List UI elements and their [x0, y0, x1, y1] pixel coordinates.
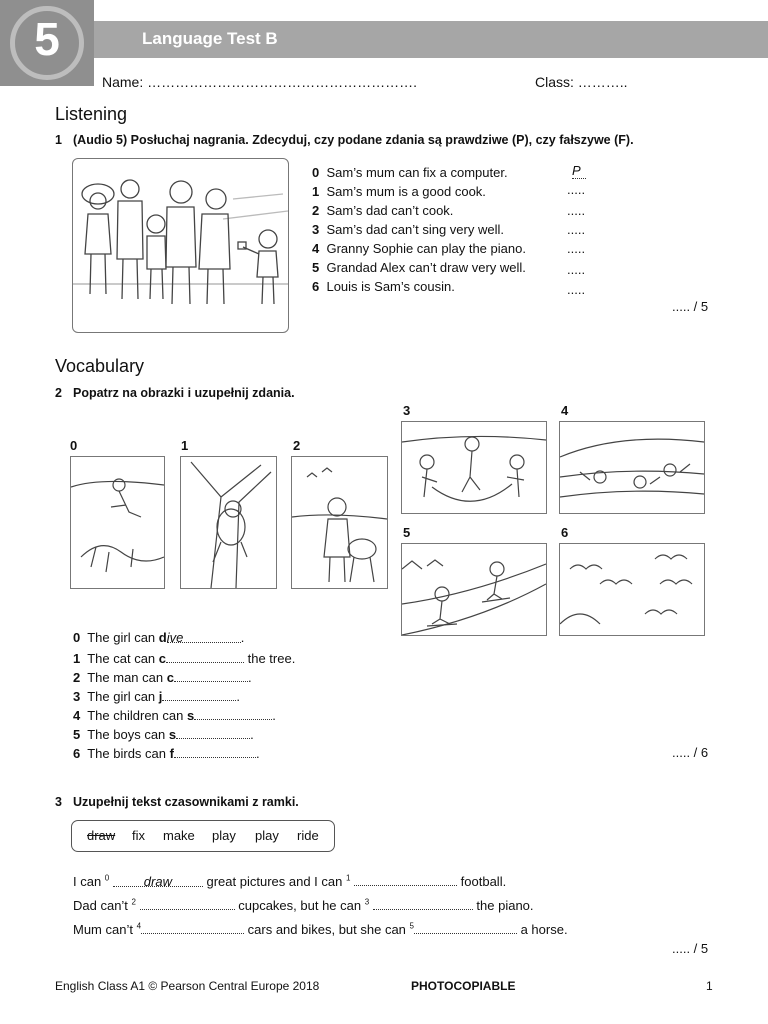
exercise-3-score: ..... / 5	[672, 941, 709, 956]
gap-number: 5	[409, 921, 414, 931]
answer-field[interactable]: .....	[567, 262, 586, 277]
first-letter: s	[168, 727, 177, 742]
item-number: 0	[312, 165, 320, 180]
item-text: The birds can	[87, 746, 170, 761]
unit-number: 5	[34, 13, 60, 65]
answer-field[interactable]: P	[572, 163, 586, 179]
picture-4-children-swimming	[559, 421, 705, 514]
picture-2-man-cooking	[291, 456, 388, 589]
item-text: The cat can	[87, 651, 159, 666]
list-item	[73, 745, 260, 761]
item-number: 4	[312, 241, 320, 256]
answer-field[interactable]	[373, 897, 473, 910]
name-field[interactable]: Name: ………………………………………………….	[102, 74, 418, 90]
list-item	[312, 241, 526, 256]
answer-field[interactable]: .....	[567, 282, 586, 297]
answer-field[interactable]	[354, 873, 457, 886]
answer-field[interactable]	[176, 726, 250, 739]
item-number: 3	[312, 222, 320, 237]
picture-label: 4	[561, 403, 569, 418]
list-item	[312, 203, 453, 218]
gap-number: 2	[131, 897, 136, 907]
sentence-line-3	[73, 921, 568, 937]
exercise-2-number: 2	[55, 386, 62, 400]
footer-photocopiable: PHOTOCOPIABLE	[411, 979, 516, 993]
item-text: The man can	[87, 670, 167, 685]
item-number: 3	[73, 689, 81, 704]
item-number: 2	[73, 670, 81, 685]
answer-field[interactable]	[194, 707, 272, 720]
gap-number: 3	[364, 897, 370, 907]
answer-field[interactable]: .....	[567, 182, 586, 197]
item-text: Sam’s mum is a good cook.	[326, 184, 486, 199]
first-letter: c	[166, 670, 174, 685]
item-text-end: the tree.	[244, 651, 296, 666]
sentence-text: the piano.	[472, 898, 534, 913]
answer-field[interactable]	[162, 688, 236, 701]
word-box-item: ride	[297, 828, 319, 843]
item-text-end: .	[247, 670, 252, 685]
family-illustration	[72, 158, 289, 333]
picture-1-cat-tree	[180, 456, 277, 589]
footer-copyright: English Class A1 © Pearson Central Europe 2018	[55, 979, 320, 993]
item-text: The girl can	[87, 689, 159, 704]
item-number: 1	[312, 184, 320, 199]
gap-number: 4	[136, 921, 142, 931]
item-number: 2	[312, 203, 320, 218]
sentence-text: a horse.	[516, 922, 568, 937]
item-number: 1	[73, 651, 81, 666]
item-text-end: .	[250, 727, 254, 742]
sentence-text: football.	[457, 874, 507, 889]
class-field[interactable]: Class: ………..	[535, 74, 628, 90]
item-text: Louis is Sam’s cousin.	[326, 279, 455, 294]
first-letter: f	[169, 746, 174, 761]
picture-label: 5	[403, 525, 411, 540]
answer-field[interactable]	[140, 897, 235, 910]
page-title: Language Test B	[142, 29, 278, 48]
item-number: 5	[73, 727, 81, 742]
first-letter: s	[186, 708, 195, 723]
exercise-3-number: 3	[55, 795, 62, 809]
answer-field[interactable]	[414, 921, 517, 934]
list-item	[312, 165, 508, 180]
picture-label: 0	[70, 438, 78, 453]
list-item	[73, 669, 252, 685]
item-number: 5	[312, 260, 320, 275]
first-letter: d	[158, 630, 167, 645]
gap-number: 1	[345, 873, 351, 883]
picture-label: 1	[181, 438, 189, 453]
answer-field[interactable]	[141, 921, 244, 934]
picture-label: 6	[561, 525, 569, 540]
word-box-item: fix	[132, 828, 145, 843]
sentence-text: I can	[73, 874, 105, 889]
sentence-line-2	[73, 897, 534, 913]
item-number: 4	[73, 708, 81, 723]
item-text-end: .	[236, 689, 241, 704]
item-text: Sam’s dad can’t cook.	[326, 203, 454, 218]
item-text: Grandad Alex can’t draw very well.	[326, 260, 526, 275]
answer-field[interactable]	[174, 745, 256, 758]
vocabulary-heading: Vocabulary	[55, 356, 145, 376]
picture-5-boys-skateboarding	[401, 543, 547, 636]
item-text: Granny Sophie can play the piano.	[326, 241, 526, 256]
sentence-text: Mum can’t	[73, 922, 137, 937]
exercise-1-number: 1	[55, 133, 62, 147]
word-box-item: draw	[87, 828, 116, 843]
answer-field[interactable]: .....	[567, 203, 586, 218]
item-number: 6	[73, 746, 81, 761]
answer-field[interactable]: draw	[113, 874, 203, 887]
item-text: The girl can	[87, 630, 159, 645]
list-item	[73, 707, 276, 723]
item-text-end: .	[272, 708, 276, 723]
list-item	[73, 630, 244, 645]
listening-score: ..... / 5	[672, 299, 709, 314]
item-text: The children can	[87, 708, 187, 723]
sentence-text: cupcakes, but he can	[234, 898, 365, 913]
item-text-end: .	[240, 630, 245, 645]
exercise-1-instruction: (Audio 5) Posłuchaj nagrania. Zdecyduj, czy podane zdania są prawdziwe (P), czy fałszywe (F).	[73, 133, 634, 147]
item-text: Sam’s dad can’t sing very well.	[326, 222, 504, 237]
list-item	[312, 184, 486, 199]
item-text-end: .	[255, 746, 260, 761]
gap-number: 0	[104, 873, 110, 883]
list-item	[73, 726, 254, 742]
picture-0-girl-diving	[70, 456, 165, 589]
answer-field[interactable]: .....	[567, 241, 586, 256]
sentence-line-1	[73, 873, 506, 889]
word-box-item: play	[255, 828, 279, 843]
sentence-text: great pictures and I can	[202, 874, 346, 889]
exercise-3-instruction: Uzupełnij tekst czasownikami z ramki.	[73, 795, 299, 809]
list-item	[312, 260, 526, 275]
picture-label: 3	[403, 403, 411, 418]
answer-field[interactable]	[174, 669, 248, 682]
word-box-item: play	[212, 828, 236, 843]
word-box-item: make	[163, 828, 195, 843]
answer-field[interactable]: ive	[167, 630, 241, 643]
page-number: 1	[706, 979, 713, 993]
first-letter: j	[158, 689, 163, 704]
list-item	[312, 222, 504, 237]
list-item	[73, 688, 240, 704]
list-item	[312, 279, 455, 294]
answer-field[interactable]	[166, 650, 244, 663]
first-letter: c	[158, 651, 167, 666]
sentence-text: Dad can’t	[73, 898, 132, 913]
sentence-text: cars and bikes, but she can	[244, 922, 410, 937]
item-number: 6	[312, 279, 320, 294]
item-text: Sam’s mum can fix a computer.	[326, 165, 508, 180]
vocabulary-score: ..... / 6	[672, 745, 709, 760]
picture-label: 2	[293, 438, 301, 453]
item-number: 0	[73, 630, 81, 645]
exercise-2-instruction: Popatrz na obrazki i uzupełnij zdania.	[73, 386, 295, 400]
picture-3-girl-jumping	[401, 421, 547, 514]
list-item	[73, 650, 295, 666]
picture-6-birds-flying	[559, 543, 705, 636]
answer-field[interactable]: .....	[567, 222, 586, 237]
listening-heading: Listening	[55, 104, 128, 124]
item-text: The boys can	[87, 727, 169, 742]
